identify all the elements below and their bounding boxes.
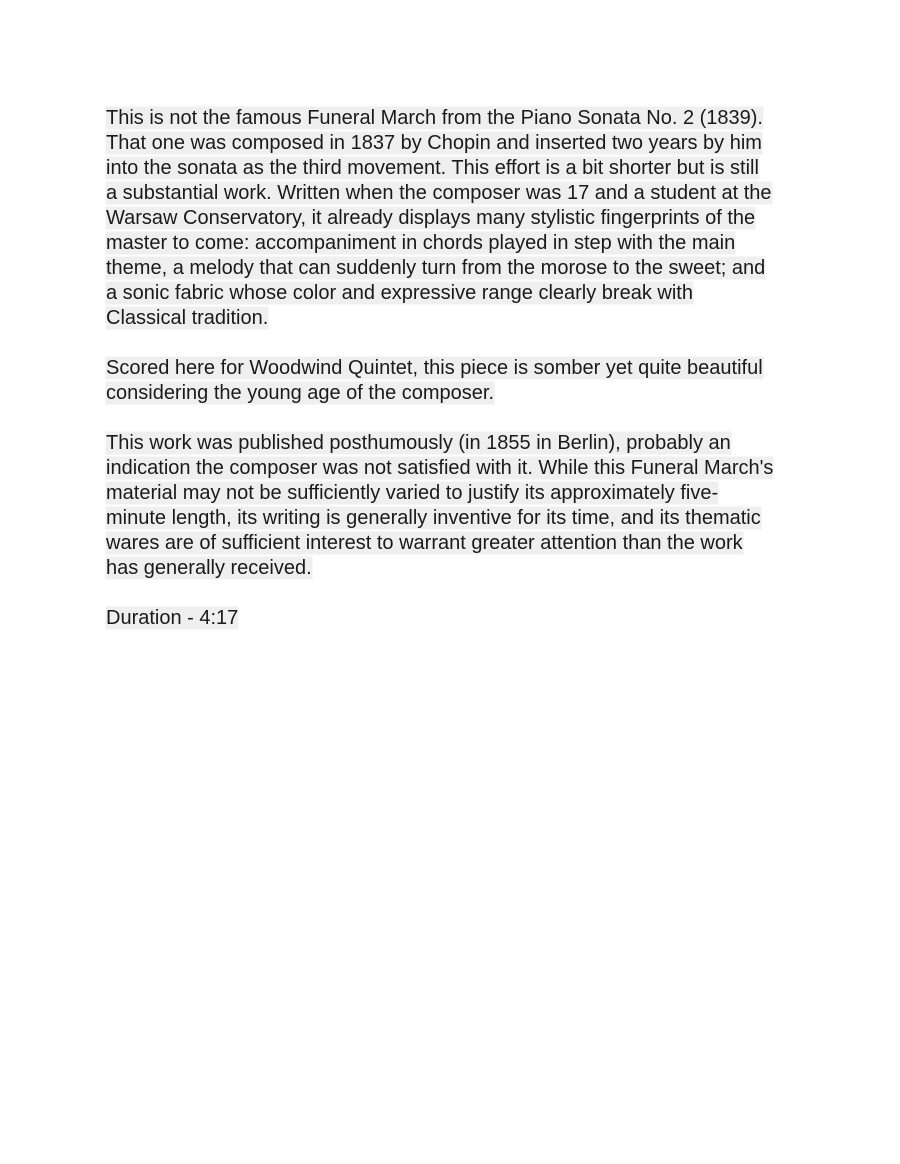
text-line: This is not the famous Funeral March from the Piano Sonata No. 2 (1839). [106,107,763,129]
text-line: considering the young age of the composer. [106,382,495,404]
paragraph-scoring [106,356,806,406]
text-line: minute length, its writing is generally inventive for its time, and its thematic [106,507,761,529]
text-line: master to come: accompaniment in chords played in step with the main [106,232,736,254]
text-line: has generally received. [106,557,312,579]
text-line: Scored here for Woodwind Quintet, this piece is somber yet quite beautiful [106,357,763,379]
document-body [106,106,806,656]
text-line: material may not be sufficiently varied to justify its approximately five- [106,482,719,504]
text-line: Warsaw Conservatory, it already displays many stylistic fingerprints of the [106,207,756,229]
text-line: This work was published posthumously (in 1855 in Berlin), probably an [106,432,731,454]
duration-text: Duration - 4:17 [106,607,239,629]
paragraph-duration [106,606,806,631]
text-line: That one was composed in 1837 by Chopin and inserted two years by him [106,132,762,154]
text-line: a substantial work. Written when the composer was 17 and a student at the [106,182,772,204]
paragraph-intro [106,106,806,331]
text-line: a sonic fabric whose color and expressive range clearly break with [106,282,693,304]
paragraph-publication [106,431,806,581]
text-line: wares are of sufficient interest to warrant greater attention than the work [106,532,743,554]
text-line: indication the composer was not satisfied with it. While this Funeral March's [106,457,774,479]
text-line: Classical tradition. [106,307,269,329]
text-line: theme, a melody that can suddenly turn from the morose to the sweet; and [106,257,766,279]
text-line: into the sonata as the third movement. This effort is a bit shorter but is still [106,157,759,179]
